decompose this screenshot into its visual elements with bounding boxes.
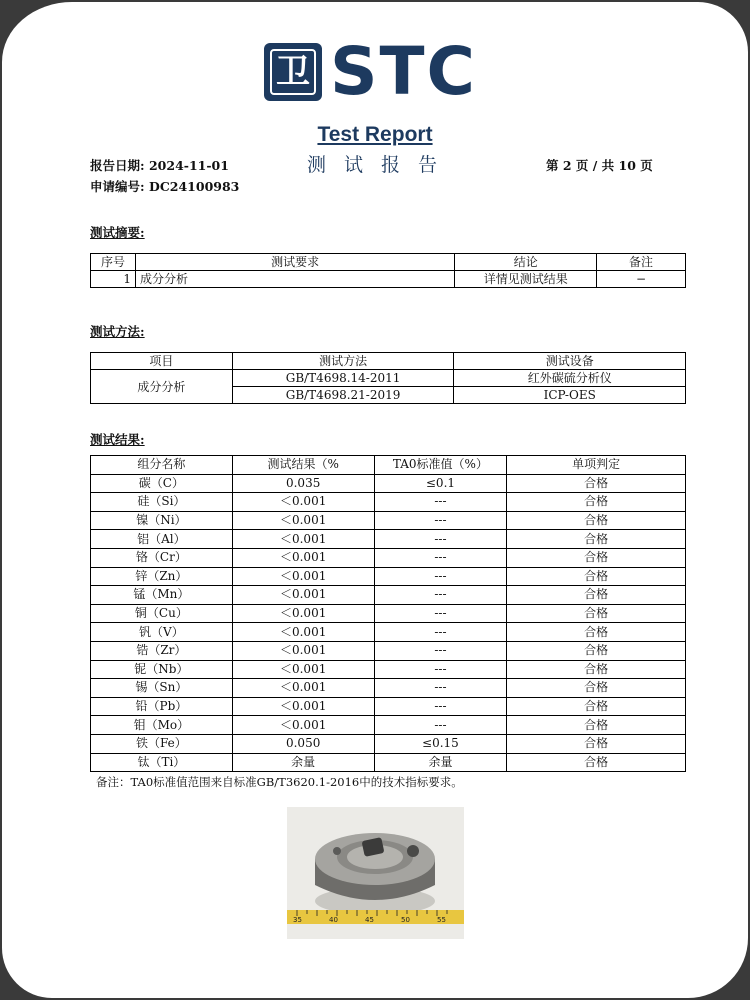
cell-result: ＜0.001 [232,604,374,623]
cell-result: ＜0.001 [232,716,374,735]
cell-verdict: 合格 [507,530,686,549]
cell-verdict: 合格 [507,753,686,772]
cell-standard: --- [374,548,507,567]
cell-result: ＜0.001 [232,641,374,660]
table-row [91,660,686,679]
table-row: 成分分析 GB/T4698.14-2011 红外碳硫分析仪 [91,370,686,387]
cell-name: 锡（Sn） [91,679,233,698]
sample-photo [287,807,464,939]
cell-result: ＜0.001 [232,493,374,512]
cell-result: ＜0.001 [232,511,374,530]
cell-result: ＜0.001 [232,679,374,698]
stc-logo-mark-icon: 卫 [264,43,322,101]
cell-standard: --- [374,493,507,512]
table-row [91,716,686,735]
title-chinese: 测 试 报 告 [306,154,444,176]
table-row [91,567,686,586]
cell-verdict: 合格 [507,660,686,679]
table-row [91,493,686,512]
table-row: 1 成分分析 详情见测试结果 − [91,271,686,288]
report-page [2,2,748,998]
cell-standard: --- [374,697,507,716]
stc-logo [264,33,477,110]
cell-name: 锆（Zr） [91,641,233,660]
table-row [91,604,686,623]
cell-verdict: 合格 [507,734,686,753]
cell-standard: ≤0.1 [374,474,507,493]
method-table [90,352,686,404]
cell-name: 铜（Cu） [91,604,233,623]
cell-verdict: 合格 [507,474,686,493]
ruler-label: 40 [329,916,338,924]
cell-verdict: 合格 [507,623,686,642]
summary-table [90,253,686,288]
cell-standard: --- [374,641,507,660]
cell-name: 铁（Fe） [91,734,233,753]
cell-verdict: 合格 [507,493,686,512]
cell-result: 0.050 [232,734,374,753]
cell-result: ＜0.001 [232,623,374,642]
cell-result: ＜0.001 [232,530,374,549]
cell-result: ＜0.001 [232,660,374,679]
method-heading: 测试方法: [90,324,145,339]
cell-name: 钒（V） [91,623,233,642]
cell-name: 镍（Ni） [91,511,233,530]
cell-standard: --- [374,623,507,642]
cell-standard: ≤0.15 [374,734,507,753]
cell-verdict: 合格 [507,548,686,567]
cell-verdict: 合格 [507,641,686,660]
cell-verdict: 合格 [507,511,686,530]
table-row [91,530,686,549]
cell-standard: --- [374,604,507,623]
cell-standard: --- [374,660,507,679]
table-row: GB/T4698.21-2019 ICP-OES [91,387,686,404]
cell-verdict: 合格 [507,567,686,586]
cell-result: ＜0.001 [232,548,374,567]
cell-result: 0.035 [232,474,374,493]
cell-result: 余量 [232,753,374,772]
title-english: Test Report [317,123,433,146]
cell-name: 钼（Mo） [91,716,233,735]
summary-header-row: 序号 测试要求 结论 备注 [91,254,686,271]
cell-name: 铅（Pb） [91,697,233,716]
cell-standard: --- [374,586,507,605]
table-row [91,697,686,716]
cell-name: 锌（Zn） [91,567,233,586]
page-info: 第 2 页 / 共 10 页 [546,158,653,173]
cell-standard: --- [374,567,507,586]
cell-standard: --- [374,679,507,698]
table-row [91,734,686,753]
cell-standard: --- [374,511,507,530]
cell-standard: --- [374,530,507,549]
cell-verdict: 合格 [507,604,686,623]
results-table [90,455,686,772]
application-number: 申请编号: DC24100983 [90,179,240,194]
cell-name: 铌（Nb） [91,660,233,679]
table-row [91,548,686,567]
cell-standard: --- [374,716,507,735]
cell-verdict: 合格 [507,716,686,735]
cell-verdict: 合格 [507,697,686,716]
report-date: 报告日期: 2024-11-01 [90,158,229,173]
table-row [91,474,686,493]
results-note: 备注：TA0标准值范围来自标准GB/T3620.1-2016中的技术指标要求。 [96,775,463,789]
cell-name: 硅（Si） [91,493,233,512]
results-heading: 测试结果: [90,432,145,447]
table-row [91,623,686,642]
cell-name: 铬（Cr） [91,548,233,567]
cell-result: ＜0.001 [232,697,374,716]
ruler-label: 55 [437,916,446,924]
cell-standard: 余量 [374,753,507,772]
cell-verdict: 合格 [507,679,686,698]
cell-name: 铝（Al） [91,530,233,549]
ruler-label: 35 [293,916,302,924]
table-row [91,753,686,772]
cell-name: 碳（C） [91,474,233,493]
table-row [91,641,686,660]
table-row [91,511,686,530]
table-row [91,679,686,698]
cell-verdict: 合格 [507,586,686,605]
ruler-label: 45 [365,916,374,924]
cell-name: 钛（Ti） [91,753,233,772]
summary-heading: 测试摘要: [90,225,145,240]
table-row [91,586,686,605]
results-header-row: 组分名称 测试结果（% TA0标准值（%） 单项判定 [91,456,686,475]
method-header-row: 项目 测试方法 测试设备 [91,353,686,370]
ruler-label: 50 [401,916,410,924]
cell-result: ＜0.001 [232,586,374,605]
logo-text: STC [330,33,477,110]
cell-name: 锰（Mn） [91,586,233,605]
cell-result: ＜0.001 [232,567,374,586]
